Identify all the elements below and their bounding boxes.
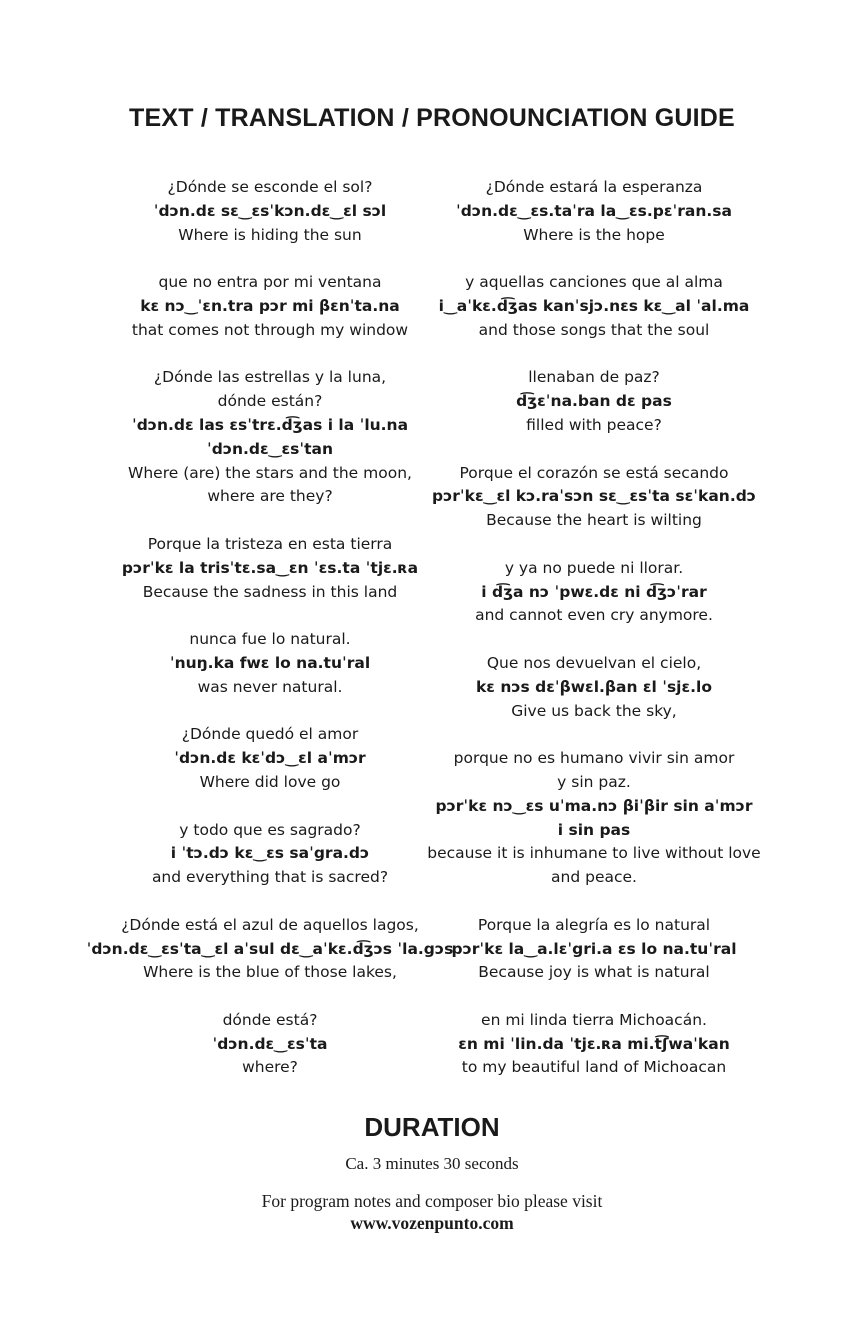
translation-line: was never natural. <box>197 677 343 696</box>
ipa-line: pɔrˈkɛ‿ɛl kɔ.raˈsɔn sɛ‿ɛsˈta sɛˈkan.dɔ <box>432 487 756 506</box>
stanza <box>394 366 794 437</box>
lyric-line: y aquellas canciones que al alma <box>465 273 723 292</box>
ipa-line: i ˈtɔ.dɔ kɛ‿ɛs saˈgra.dɔ <box>170 844 370 863</box>
translation-line: Because the sadness in this land <box>142 582 398 601</box>
lyric-line: nunca fue lo natural. <box>189 630 351 649</box>
translation-line: because it is inhumane to live without love <box>427 844 761 863</box>
ipa-line: i‿aˈkɛ.d͡ʒas kanˈsjɔ.nɛs kɛ‿al ˈal.ma <box>438 296 750 315</box>
ipa-line: d͡ʒɛˈna.ban dɛ pas <box>516 392 672 411</box>
translation-line: and cannot even cry anymore. <box>475 606 713 625</box>
duration-title: DURATION <box>364 1112 500 1142</box>
translation-line: and everything that is sacred? <box>151 868 389 887</box>
translation-line: that comes not through my window <box>131 320 409 339</box>
translation-line: where? <box>242 1058 298 1077</box>
lyric-line: ¿Dónde está el azul de aquellos lagos, <box>121 915 419 934</box>
ipa-line: ˈdɔn.dɛ‿ɛsˈta <box>212 1034 328 1053</box>
ipa-line: pɔrˈkɛ nɔ‿ɛs uˈma.nɔ βiˈβir sin aˈmɔr <box>435 796 753 815</box>
stanza <box>394 1009 794 1080</box>
ipa-line: pɔrˈkɛ la‿a.lɛˈgri.a ɛs lo na.tuˈral <box>451 939 737 958</box>
stanza <box>394 914 794 985</box>
lyric-line: y todo que es sagrado? <box>179 820 361 839</box>
program-notes <box>0 1190 864 1234</box>
translation-line: and those songs that the soul <box>478 320 710 339</box>
lyric-line: en mi linda tierra Michoacán. <box>481 1010 707 1029</box>
ipa-line: kɛ nɔ‿ˈɛn.tra pɔr mi βɛnˈta.na <box>140 296 400 315</box>
lyric-line: Porque el corazón se está secando <box>459 463 729 482</box>
translation-line: Where (are) the stars and the moon, <box>128 463 412 482</box>
lyric-line: que no entra por mi ventana <box>158 273 382 292</box>
translation-line: Where did love go <box>199 772 341 791</box>
page-title: TEXT / TRANSLATION / PRONOUNCIATION GUIDE <box>129 104 735 132</box>
lyric-line: y ya no puede ni llorar. <box>504 558 684 577</box>
stanza <box>394 652 794 723</box>
translation-line: Where is hiding the sun <box>178 225 362 244</box>
ipa-line: ˈdɔn.dɛ las ɛsˈtrɛ.d͡ʒas i la ˈlu.na <box>131 415 409 434</box>
translation-line: Because joy is what is natural <box>478 963 710 982</box>
ipa-line: ˈdɔn.dɛ kɛˈdɔ‿ɛl aˈmɔr <box>174 749 366 768</box>
translation-line: Where is the hope <box>523 225 665 244</box>
lyric-line: y sin paz. <box>557 772 631 791</box>
lyric-line: ¿Dónde las estrellas y la luna, <box>153 368 387 387</box>
translation-line: Because the heart is wilting <box>486 511 702 530</box>
program-notes-text: For program notes and composer bio please visit <box>261 1191 603 1211</box>
translation-line: filled with peace? <box>526 415 662 434</box>
ipa-line: ˈdɔn.dɛ‿ɛsˈtan <box>206 439 333 458</box>
stanza <box>394 747 794 890</box>
stanza <box>394 557 794 628</box>
lyric-line: Porque la tristeza en esta tierra <box>147 534 393 553</box>
lyric-line: Que nos devuelvan el cielo, <box>486 653 702 672</box>
website-link[interactable]: www.vozenpunto.com <box>350 1213 514 1233</box>
lyric-line: porque no es humano vivir sin amor <box>453 749 735 768</box>
ipa-line: pɔrˈkɛ la trisˈtɛ.sa‿ɛn ˈɛs.ta ˈtjɛ.ʀa <box>121 558 419 577</box>
ipa-line: ˈnuŋ.ka fwɛ lo na.tuˈral <box>169 653 371 672</box>
translation-line: and peace. <box>551 868 637 887</box>
translation-line: to my beautiful land of Michoacan <box>461 1058 727 1077</box>
ipa-line: i d͡ʒa nɔ ˈpwɛ.dɛ ni d͡ʒɔˈrar <box>481 582 707 601</box>
ipa-line: kɛ nɔs dɛˈβwɛl.βan ɛl ˈsjɛ.lo <box>476 677 712 696</box>
lyric-line: dónde están? <box>217 392 323 411</box>
duration-text: Ca. 3 minutes 30 seconds <box>345 1154 519 1173</box>
ipa-line: ɛn mi ˈlin.da ˈtjɛ.ʀa mi.t͡ʃwaˈkan <box>458 1034 730 1053</box>
ipa-line: ˈdɔn.dɛ‿ɛsˈta‿ɛl aˈsul dɛ‿aˈkɛ.d͡ʒɔs ˈla.gɔs <box>86 939 454 958</box>
lyric-line: Porque la alegría es lo natural <box>477 915 711 934</box>
stanza <box>394 271 794 342</box>
lyric-line: dónde está? <box>222 1010 318 1029</box>
lyric-line: ¿Dónde quedó el amor <box>181 725 359 744</box>
right-column <box>394 176 794 1104</box>
ipa-line: i sin pas <box>557 820 631 839</box>
stanza <box>394 176 794 247</box>
lyric-line: ¿Dónde estará la esperanza <box>485 178 703 196</box>
ipa-line: ˈdɔn.dɛ sɛ‿ɛsˈkɔn.dɛ‿ɛl sɔl <box>153 201 387 220</box>
ipa-line: ˈdɔn.dɛ‿ɛs.taˈra la‿ɛs.pɛˈran.sa <box>456 201 732 220</box>
translation-line: Where is the blue of those lakes, <box>143 963 397 982</box>
translation-line: where are they? <box>207 487 333 506</box>
lyric-line: ¿Dónde se esconde el sol? <box>167 178 373 196</box>
translation-line: Give us back the sky, <box>511 701 677 720</box>
stanza <box>394 462 794 533</box>
lyric-line: llenaban de paz? <box>528 368 660 387</box>
